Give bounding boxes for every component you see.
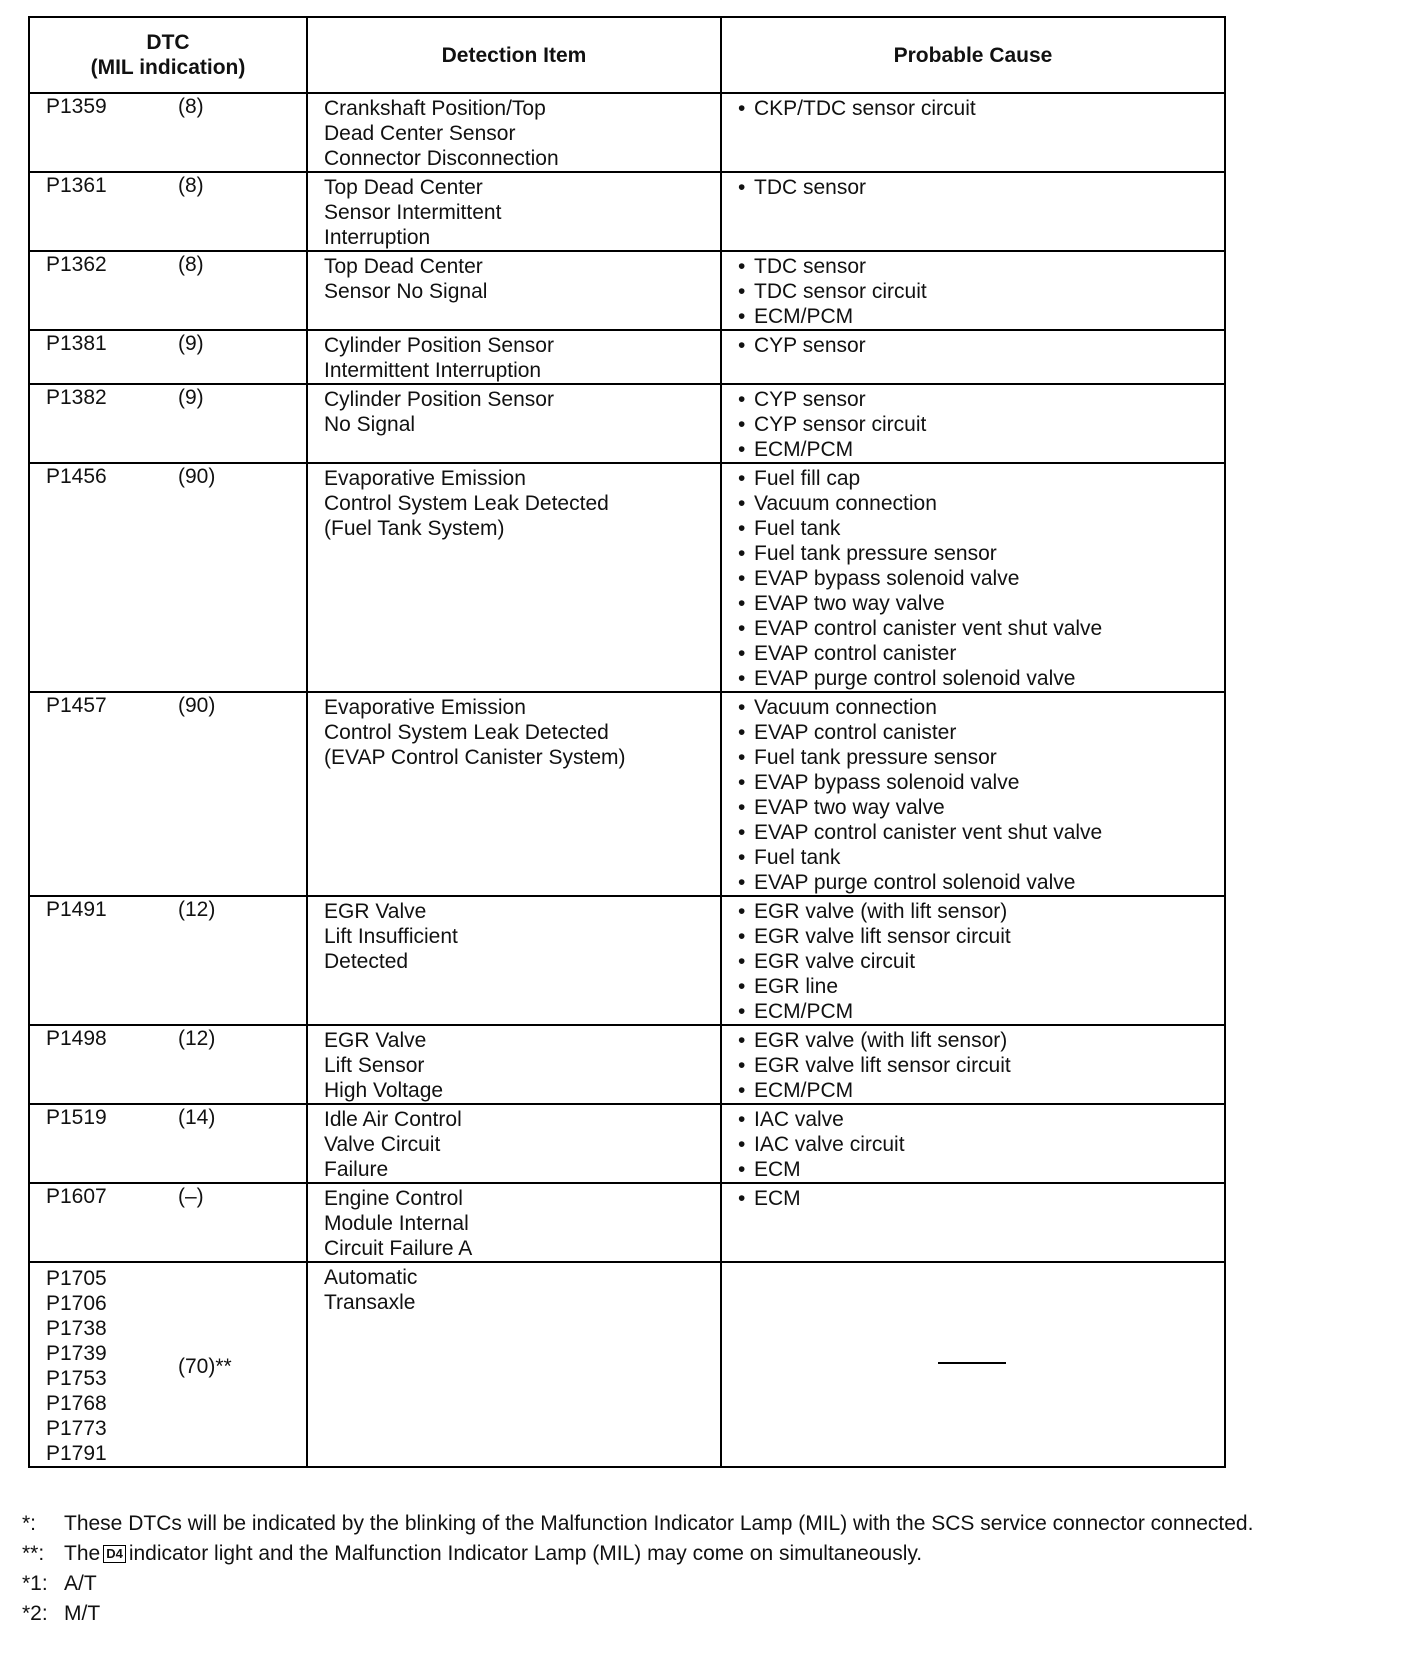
detection-item-line: Engine Control (324, 1187, 463, 1210)
dtc-cell-content (30, 252, 306, 277)
mil-indication: (14) (178, 1106, 216, 1129)
cause-list (736, 175, 1216, 200)
detection-item-line: Circuit Failure A (324, 1237, 473, 1260)
detection-item-line: Control System Leak Detected (324, 721, 609, 744)
cause-list (736, 466, 1216, 691)
cause-list (736, 96, 1216, 121)
detection-item-line: Evaporative Emission (324, 696, 526, 719)
table-row (29, 1025, 1225, 1104)
cause-item: • Vacuum connection (736, 695, 1216, 720)
table-row (29, 1104, 1225, 1183)
detection-item-cell (307, 172, 721, 251)
cause-item: • CYP sensor circuit (736, 412, 1216, 437)
table-body (29, 93, 1225, 1467)
detection-item-cell (307, 384, 721, 463)
dtc-code: P1705 (46, 1267, 107, 1290)
detection-item-line: EGR Valve (324, 900, 427, 923)
footnote-2 (22, 1600, 1402, 1627)
footnote-star (22, 1510, 1402, 1537)
cause-item: • IAC valve circuit (736, 1132, 1216, 1157)
detection-item-line: Lift Insufficient (324, 925, 458, 948)
cause-list (736, 899, 1216, 1024)
cause-item: • EGR valve (with lift sensor) (736, 1028, 1216, 1053)
footnote-1 (22, 1570, 1402, 1597)
dtc-code: P1362 (46, 253, 107, 276)
dtc-cell (29, 172, 307, 251)
detection-item-cell (307, 1183, 721, 1262)
table-row (29, 93, 1225, 172)
cause-item: • EGR valve lift sensor circuit (736, 1053, 1216, 1078)
dtc-cell-content (30, 897, 306, 922)
cause-list (736, 254, 1216, 329)
detection-item-line: Lift Sensor (324, 1054, 425, 1077)
detection-item-cell (307, 896, 721, 1025)
detection-item-cell (307, 1025, 721, 1104)
mil-indication: (90) (178, 694, 216, 717)
footnote-text: These DTCs will be indicated by the blinking of the Malfunction Indicator Lamp (MIL) with the SCS service connector connected. (64, 1512, 1254, 1535)
table-header-row (29, 17, 1225, 93)
footnote-text-pre: The (64, 1542, 101, 1565)
probable-cause-cell (721, 896, 1225, 1025)
dtc-cell (29, 1104, 307, 1183)
probable-cause-cell (721, 463, 1225, 692)
cause-item: • EVAP control canister (736, 720, 1216, 745)
dtc-code: P1457 (46, 694, 107, 717)
detection-item-line: Detected (324, 950, 409, 973)
no-cause-dash (938, 1362, 1006, 1364)
cause-list (736, 1028, 1216, 1103)
cause-item: • ECM/PCM (736, 304, 1216, 329)
detection-item-line: Failure (324, 1158, 389, 1181)
probable-cause-cell (721, 1104, 1225, 1183)
cause-list (736, 1107, 1216, 1182)
probable-cause-cell (721, 251, 1225, 330)
cause-list (736, 695, 1216, 895)
detection-item-line: Sensor Intermittent (324, 201, 502, 224)
footnote-mark: **: (22, 1542, 45, 1565)
probable-cause-cell (721, 93, 1225, 172)
mil-indication: (8) (178, 95, 204, 118)
dtc-codes (46, 1105, 178, 1130)
table-row (29, 172, 1225, 251)
detection-item-line: Interruption (324, 226, 431, 249)
probable-cause-cell (721, 1183, 1225, 1262)
mil-indication: (8) (178, 174, 204, 197)
d4-indicator-icon: D4 (103, 1545, 126, 1563)
cause-item: • EVAP control canister (736, 641, 1216, 666)
dtc-code: P1738 (46, 1317, 107, 1340)
dtc-code: P1791 (46, 1442, 107, 1465)
footnote-text: M/T (64, 1602, 101, 1625)
dtc-cell (29, 692, 307, 896)
dtc-cell-content (30, 173, 306, 198)
detection-item-line: Cylinder Position Sensor (324, 334, 554, 357)
dtc-cell (29, 251, 307, 330)
cause-item: • EGR valve circuit (736, 949, 1216, 974)
cause-item: • IAC valve (736, 1107, 1216, 1132)
cause-item: • EVAP purge control solenoid valve (736, 666, 1216, 691)
footnotes (22, 1510, 1402, 1630)
cause-list (736, 387, 1216, 462)
dtc-code: P1706 (46, 1292, 107, 1315)
detection-item-line: Cylinder Position Sensor (324, 388, 554, 411)
dtc-code: P1768 (46, 1392, 107, 1415)
dtc-codes (46, 385, 178, 410)
cause-item: • Fuel fill cap (736, 466, 1216, 491)
detection-item-cell (307, 93, 721, 172)
probable-cause-cell (721, 1262, 1225, 1467)
detection-item-cell (307, 692, 721, 896)
cause-item: • ECM/PCM (736, 437, 1216, 462)
detection-item-cell (307, 463, 721, 692)
cause-list (736, 1186, 1216, 1211)
dtc-cell-content (30, 331, 306, 356)
header-probable-cause: Probable Cause (721, 17, 1225, 93)
footnote-text-post: indicator light and the Malfunction Indicator Lamp (MIL) may come on simultaneously. (128, 1542, 923, 1565)
footnote-text: A/T (64, 1572, 97, 1595)
detection-item-line: No Signal (324, 413, 416, 436)
mil-indication: (–) (178, 1185, 204, 1208)
mil-indication: (70)** (178, 1354, 232, 1378)
header-dtc-line2: (MIL indication) (90, 56, 246, 79)
mil-indication: (12) (178, 898, 216, 921)
detection-item-line: Dead Center Sensor (324, 122, 516, 145)
dtc-codes (46, 693, 178, 718)
cause-item: • ECM (736, 1157, 1216, 1182)
dtc-code: P1359 (46, 95, 107, 118)
dtc-cell (29, 463, 307, 692)
dtc-codes (46, 252, 178, 277)
table-row (29, 1183, 1225, 1262)
detection-item-cell (307, 1104, 721, 1183)
dtc-code: P1498 (46, 1027, 107, 1050)
dtc-cell (29, 384, 307, 463)
cause-item: • ECM/PCM (736, 999, 1216, 1024)
cause-item: • Vacuum connection (736, 491, 1216, 516)
cause-list (736, 333, 1216, 358)
cause-item: • CKP/TDC sensor circuit (736, 96, 1216, 121)
dtc-cell (29, 330, 307, 384)
dtc-table-container (28, 16, 1224, 1468)
cause-item: • CYP sensor (736, 387, 1216, 412)
dtc-codes (46, 94, 178, 119)
cause-item: • EVAP purge control solenoid valve (736, 870, 1216, 895)
mil-indication: (8) (178, 253, 204, 276)
cause-item: • EVAP control canister vent shut valve (736, 820, 1216, 845)
table-row (29, 896, 1225, 1025)
dtc-code: P1491 (46, 898, 107, 921)
detection-item-line: Top Dead Center (324, 176, 483, 199)
dtc-codes (46, 464, 178, 489)
detection-item-line: Sensor No Signal (324, 280, 488, 303)
dtc-code: P1381 (46, 332, 107, 355)
dtc-cell-content (30, 693, 306, 718)
detection-item-cell (307, 251, 721, 330)
table-row (29, 463, 1225, 692)
mil-indication: (12) (178, 1027, 216, 1050)
footnote-mark: *: (22, 1512, 37, 1535)
table-row (29, 251, 1225, 330)
detection-item-cell (307, 1262, 721, 1467)
dtc-codes (46, 1184, 178, 1209)
dtc-code: P1607 (46, 1185, 107, 1208)
dtc-cell-content (30, 385, 306, 410)
header-dtc (29, 17, 307, 93)
dtc-cell-content (30, 1184, 306, 1209)
footnote-mark: *1: (22, 1572, 48, 1595)
dtc-cell-content (30, 1266, 306, 1466)
cause-item: • TDC sensor circuit (736, 279, 1216, 304)
cause-item: • EVAP two way valve (736, 795, 1216, 820)
probable-cause-cell (721, 384, 1225, 463)
cause-item: • EVAP two way valve (736, 591, 1216, 616)
cause-item: • Fuel tank pressure sensor (736, 745, 1216, 770)
dtc-cell (29, 93, 307, 172)
detection-item-line: Evaporative Emission (324, 467, 526, 490)
detection-item-line: Top Dead Center (324, 255, 483, 278)
cause-item: • EVAP bypass solenoid valve (736, 566, 1216, 591)
cause-item: • TDC sensor (736, 254, 1216, 279)
cause-item: • ECM/PCM (736, 1078, 1216, 1103)
dtc-code: P1773 (46, 1417, 107, 1440)
detection-item-line: Automatic (324, 1266, 418, 1289)
header-detection-item: Detection Item (307, 17, 721, 93)
cause-item: • EGR valve lift sensor circuit (736, 924, 1216, 949)
dtc-codes (46, 1266, 178, 1466)
detection-item-line: EGR Valve (324, 1029, 427, 1052)
dtc-code: P1739 (46, 1342, 107, 1365)
dtc-cell-content (30, 1026, 306, 1051)
table-row (29, 692, 1225, 896)
detection-item-cell (307, 330, 721, 384)
detection-item-line: Connector Disconnection (324, 147, 559, 170)
footnote-double-star (22, 1540, 1402, 1567)
dtc-cell (29, 1183, 307, 1262)
dtc-codes (46, 331, 178, 356)
cause-item: • Fuel tank pressure sensor (736, 541, 1216, 566)
detection-item-line: Idle Air Control (324, 1108, 462, 1131)
probable-cause-cell (721, 1025, 1225, 1104)
dtc-cell (29, 896, 307, 1025)
mil-indication: (9) (178, 332, 204, 355)
mil-indication: (9) (178, 386, 204, 409)
detection-item-line: Module Internal (324, 1212, 469, 1235)
dtc-cell (29, 1025, 307, 1104)
detection-item-line: (Fuel Tank System) (324, 517, 505, 540)
header-dtc-line1: DTC (146, 31, 190, 54)
table-row (29, 1262, 1225, 1467)
detection-item-line: Crankshaft Position/Top (324, 97, 546, 120)
detection-item-line: Transaxle (324, 1291, 416, 1314)
dtc-code: P1456 (46, 465, 107, 488)
dtc-cell-content (30, 464, 306, 489)
probable-cause-cell (721, 692, 1225, 896)
cause-item: • EVAP control canister vent shut valve (736, 616, 1216, 641)
probable-cause-cell (721, 330, 1225, 384)
cause-item: • ECM (736, 1186, 1216, 1211)
dtc-codes (46, 897, 178, 922)
probable-cause-cell (721, 172, 1225, 251)
cause-item: • EVAP bypass solenoid valve (736, 770, 1216, 795)
detection-item-line: (EVAP Control Canister System) (324, 746, 626, 769)
cause-item: • Fuel tank (736, 516, 1216, 541)
detection-item-line: High Voltage (324, 1079, 444, 1102)
cause-item: • EGR valve (with lift sensor) (736, 899, 1216, 924)
detection-item-line: Intermittent Interruption (324, 359, 542, 382)
dtc-code: P1382 (46, 386, 107, 409)
detection-item-line: Control System Leak Detected (324, 492, 609, 515)
table-row (29, 384, 1225, 463)
mil-indication: (90) (178, 465, 216, 488)
dtc-table (28, 16, 1226, 1468)
dtc-codes (46, 1026, 178, 1051)
detection-item-line: Valve Circuit (324, 1133, 441, 1156)
dtc-code: P1361 (46, 174, 107, 197)
dtc-codes (46, 173, 178, 198)
cause-item: • EGR line (736, 974, 1216, 999)
cause-item: • Fuel tank (736, 845, 1216, 870)
dtc-cell-content (30, 94, 306, 119)
dtc-cell-content (30, 1105, 306, 1130)
dtc-code: P1519 (46, 1106, 107, 1129)
dtc-code: P1753 (46, 1367, 107, 1390)
cause-item: • CYP sensor (736, 333, 1216, 358)
cause-item: • TDC sensor (736, 175, 1216, 200)
dtc-cell (29, 1262, 307, 1467)
table-row (29, 330, 1225, 384)
footnote-mark: *2: (22, 1602, 48, 1625)
